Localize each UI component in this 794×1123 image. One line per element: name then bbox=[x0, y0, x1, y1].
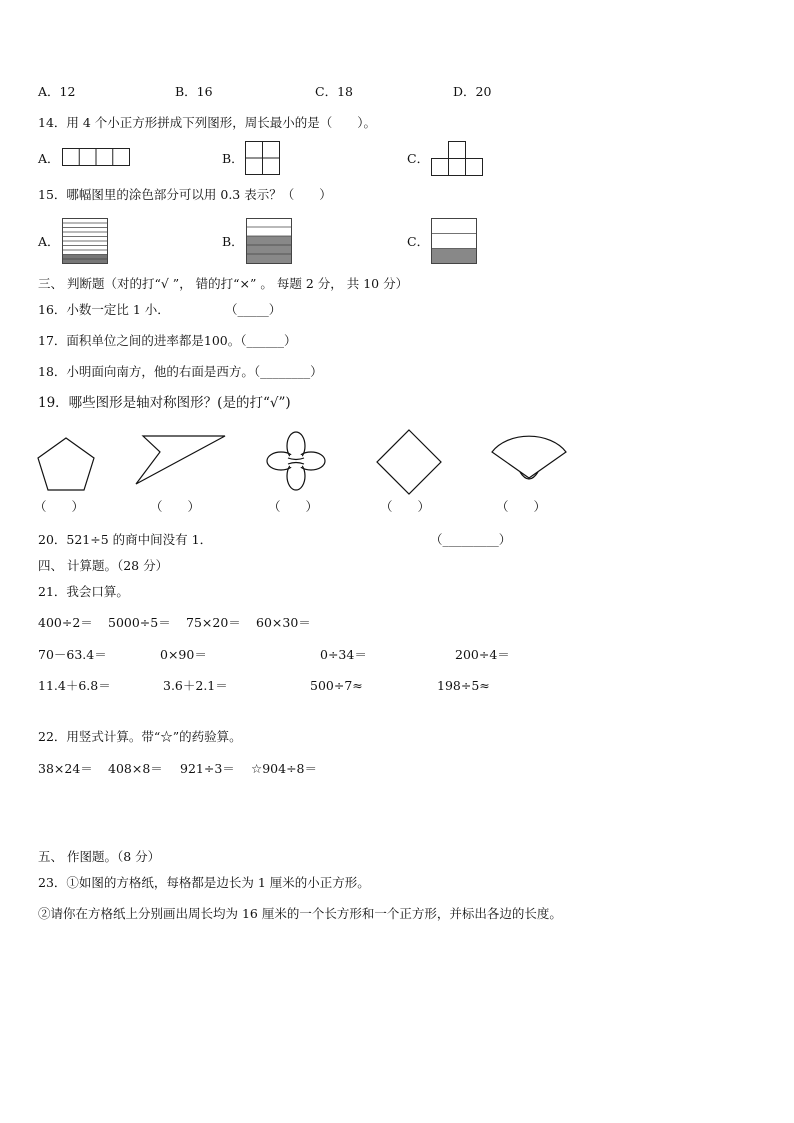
q14-figure-c bbox=[431, 141, 485, 177]
question-17: 17．面积单位之间的进率都是100。（______） bbox=[38, 333, 297, 348]
q14-figure-a bbox=[62, 148, 132, 168]
rotated-square-shape bbox=[375, 428, 443, 496]
q15-label-a: A． bbox=[38, 234, 60, 249]
q14-label-c: C． bbox=[407, 151, 430, 166]
q14-label-a: A． bbox=[38, 151, 60, 166]
q14-figure-b bbox=[245, 141, 283, 177]
option-c: C．18 bbox=[315, 84, 353, 99]
fan-shape bbox=[490, 430, 568, 488]
four-leaf-flower-shape bbox=[265, 430, 327, 492]
mental-calc-item: 200÷4＝ bbox=[455, 647, 510, 662]
mental-calc-item: 0×90＝ bbox=[160, 647, 207, 662]
section-4-heading: 四、 计算题。（28 分） bbox=[38, 558, 169, 573]
section-3-heading: 三、 判断题（对的打“√ ”， 错的打“×” 。 每题 2 分， 共 10 分） bbox=[38, 276, 409, 291]
q19-answer-4[interactable]: （ ） bbox=[380, 499, 431, 514]
mental-calc-item: 11.4＋6.8＝ bbox=[38, 678, 111, 693]
option-d: D．20 bbox=[453, 84, 492, 99]
q19-answer-5[interactable]: （ ） bbox=[496, 499, 547, 514]
q15-label-c: C． bbox=[407, 234, 430, 249]
pentagon-shape bbox=[36, 436, 98, 492]
question-18: 18．小明面向南方，他的右面是西方。（________） bbox=[38, 364, 323, 379]
q15-figure-b bbox=[246, 218, 294, 266]
mental-calc-item: 70－63.4＝ bbox=[38, 647, 107, 662]
question-16: 16．小数一定比 1 小． bbox=[38, 302, 170, 317]
mental-calc-item: 5000÷5＝ bbox=[108, 615, 171, 630]
q19-answer-2[interactable]: （ ） bbox=[150, 499, 201, 514]
q15-figure-c bbox=[431, 218, 479, 266]
mental-calc-item: 0÷34＝ bbox=[320, 647, 367, 662]
question-20: 20．521÷5 的商中间没有 1． bbox=[38, 532, 213, 547]
mental-calc-item: 500÷7≈ bbox=[310, 678, 363, 693]
option-b: B．16 bbox=[175, 84, 213, 99]
question-22: 22．用竖式计算。带“☆”的药验算。 bbox=[38, 729, 242, 744]
question-23-line-1: 23．①如图的方格纸，每格都是边长为 1 厘米的小正方形。 bbox=[38, 875, 370, 890]
section-5-heading: 五、 作图题。（8 分） bbox=[38, 849, 161, 864]
vertical-calc-item: ☆904÷8＝ bbox=[251, 761, 317, 776]
q16-answer-blank[interactable]: （_____） bbox=[225, 302, 282, 317]
question-15: 15．哪幅图里的涂色部分可以用 0.3 表示？（ ） bbox=[38, 187, 332, 202]
question-23-line-2: ②请你在方格纸上分别画出周长均为 16 厘米的一个长方形和一个正方形，并标出各边的长度。 bbox=[38, 906, 562, 921]
question-21: 21．我会口算。 bbox=[38, 584, 129, 599]
mental-calc-item: 198÷5≈ bbox=[437, 678, 490, 693]
question-19: 19．哪些图形是轴对称图形？(是的打“√”) bbox=[38, 395, 291, 411]
vertical-calc-item: 921÷3＝ bbox=[180, 761, 235, 776]
option-a: A．12 bbox=[38, 84, 76, 99]
q19-answer-3[interactable]: （ ） bbox=[268, 499, 319, 514]
q20-answer-blank[interactable]: （_________） bbox=[430, 532, 512, 547]
mental-calc-item: 400÷2＝ bbox=[38, 615, 93, 630]
triangle-shape bbox=[133, 434, 229, 486]
q15-label-b: B． bbox=[222, 234, 244, 249]
vertical-calc-item: 38×24＝ bbox=[38, 761, 93, 776]
mental-calc-item: 75×20＝ bbox=[186, 615, 241, 630]
question-14: 14．用 4 个小正方形拼成下列图形，周长最小的是（ ）。 bbox=[38, 115, 377, 130]
q15-figure-a bbox=[62, 218, 110, 266]
mental-calc-item: 60×30＝ bbox=[256, 615, 311, 630]
vertical-calc-item: 408×8＝ bbox=[108, 761, 163, 776]
q19-answer-1[interactable]: （ ） bbox=[34, 499, 85, 514]
mental-calc-item: 3.6＋2.1＝ bbox=[163, 678, 228, 693]
q14-label-b: B． bbox=[222, 151, 244, 166]
